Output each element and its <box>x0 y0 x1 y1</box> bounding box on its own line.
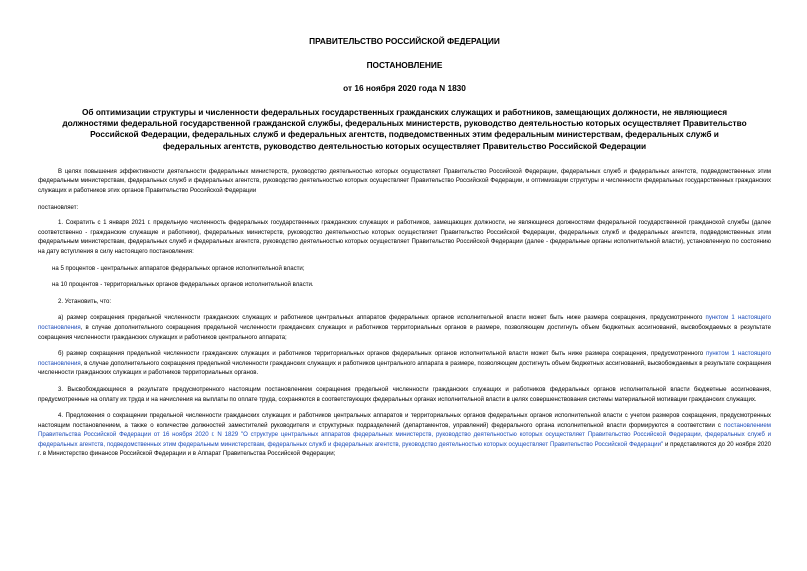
clause-4 <box>38 411 771 459</box>
clause-1-reference-link[interactable]: пунктом 1 настоящего постановления <box>38 350 771 367</box>
clause-2b-text-start: б) размер сокращения предельной численности гражданских служащих и работников территориальных органов федеральных органов исполнительной власти может быть ниже размера сокращения, предусмотренного <box>58 350 707 358</box>
date-number-heading: от 16 ноября 2020 года N 1830 <box>343 83 466 93</box>
clause-4-text-end: и представляются до 20 ноября 2020 г. в Министерство финансов Российской Федерации и в Аппарат Правительства Российской Федерации; <box>38 440 771 458</box>
clause-2a-text-start: а) размер сокращения предельной численности гражданских служащих и работников центральных аппаратов федеральных органов исполнительной власти может быть ниже размера сокращения, предусмотренного <box>58 314 706 322</box>
clause-4-text-start: 4. Предложения о сокращении предельной численности гражданских служащих и работников центральных аппаратов и территориальных органов федеральных органов исполнительной власти с учетом размеров сокращения, предусмотренных настоящим постановлением, а также о количестве должностей заместителей руководителя и структурных подразделений (департаментов, управлений) федерального органа исполнительной власти формируются в соответствии с <box>38 412 771 429</box>
document-title: Об оптимизации структуры и численности федеральных государственных гражданских служащих и работников, замещающих должности, не являющиеся должностями федеральной государственной гражданской службы, федеральных министерств, руководство деятельностью которых осуществляет Правительство Российской Федерации, федеральных служб и федеральных агентств, подведомственных этим федеральным министерствам, федеральных служб и федеральных агентств, руководство деятельностью которых осуществляет Правительство Российской Федерации <box>62 107 747 151</box>
clause-3: 3. Высвобождающиеся в результате предусмотренного настоящим постановлением сокращения предельной численности гражданских служащих и работников федеральных органов исполнительной власти бюджетные ассигнования, предусмотренные на оплату их труда и на начисления на выплаты по оплате труда, сохраняются в соответствующих федеральных органах исполнительной власти в целях совершенствования системы материальной мотивации гражданских служащих. <box>38 385 771 403</box>
clause-2a <box>38 313 771 342</box>
resolves-line: постановляет: <box>38 203 79 211</box>
clause-1-item-a: на 5 процентов - центральных аппаратов федеральных органов исполнительной власти; <box>52 264 305 272</box>
issuer-heading: ПРАВИТЕЛЬСТВО РОССИЙСКОЙ ФЕДЕРАЦИИ <box>309 36 500 46</box>
clause-1: 1. Сократить с 1 января 2021 г. предельную численность федеральных государственных гражданских служащих и работников, замещающих должности, не являющиеся должностями федеральной государственной гражданской службы (далее соответственно - гражданские служащие и работники), федеральных министерств, руководство деятельностью которых осуществляет Правительство Российской Федерации, федеральных служб и федеральных агентств, подведомственных этим федеральным министерствам, федеральных служб и федеральных агентств, руководство деятельностью которых осуществляет Правительство Российской Федерации (далее - федеральные органы исполнительной власти), установленную по состоянию на дату вступления в силу настоящего постановления: <box>38 219 771 255</box>
intro-paragraph: В целях повышения эффективности деятельности федеральных министерств, руководство деятельностью которых осуществляет Правительство Российской Федерации, федеральных служб и федеральных агентств, подведомственных этим федеральным министерствам, федеральных служб и федеральных агентств, руководство деятельностью которых осуществляет Правительство Российской Федерации, и оптимизации структуры и численности федеральных государственных гражданских служащих и работников этих органов Правительство Российской Федерации <box>38 167 771 194</box>
resolution-1829-link[interactable]: постановлением Правительства Российской Федерации от 16 ноября 2020 г. N 1829 "О структуре центральных аппаратов федеральных министерств, руководство деятельностью которых осуществляет Правительство Российской Федерации, федеральных служб и федеральных агентств, подведомственных этим федеральным министерствам, федеральных служб и федеральных агентств, руководство деятельностью которых осуществляет Правительство Российской Федерации" <box>38 421 771 448</box>
clause-1-item-b: на 10 процентов - территориальных органов федеральных органов исполнительной власти. <box>52 281 314 289</box>
clause-2: 2. Установить, что: <box>58 297 112 305</box>
document-type-heading: ПОСТАНОВЛЕНИЕ <box>366 60 443 70</box>
clause-2b-text-end: , в случае дополнительного сокращения предельной численности гражданских служащих и работников центрального аппарата в размере, позволяющем достигнуть объем бюджетных ассигнований, высвобождаемых в результате сокращения численности гражданских служащих и работников территориальных органов. <box>38 359 771 377</box>
clause-1-reference-link[interactable]: пунктом 1 настоящего постановления <box>38 314 771 331</box>
document-body <box>38 167 771 459</box>
clause-2a-text-end: , в случае дополнительного сокращения предельной численности гражданских служащих и работников территориальных органов в размере, позволяющем достигнуть объем бюджетных ассигнований, высвобождаемых в результате сокращения численности гражданских служащих и работников центрального аппарата; <box>38 323 771 341</box>
clause-2b <box>38 349 771 378</box>
